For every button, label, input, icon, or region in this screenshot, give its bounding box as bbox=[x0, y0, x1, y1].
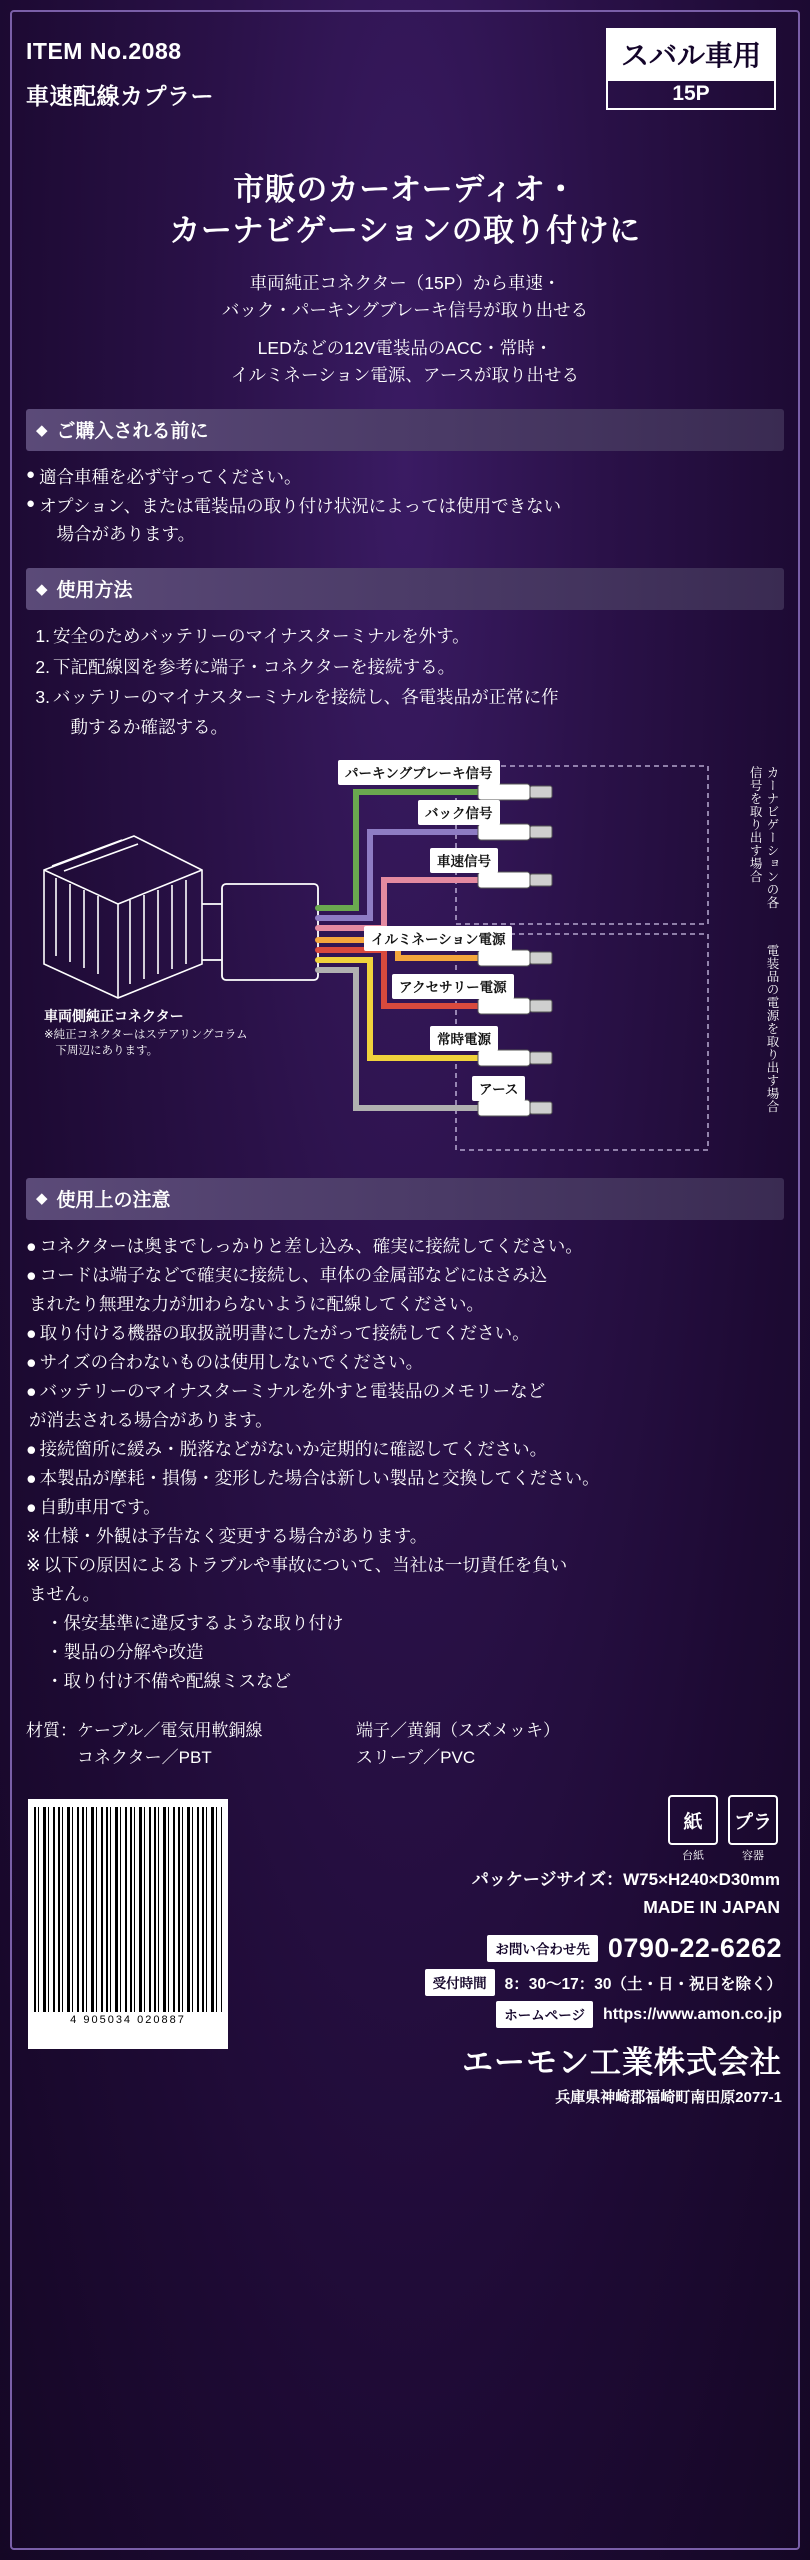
lead-1-line-1: 車両純正コネクター（15P）から車速・ bbox=[249, 272, 561, 293]
homepage-label: ホームページ bbox=[496, 2001, 593, 2028]
recycle-plastic-caption: 容器 bbox=[742, 1850, 764, 1863]
before-item-2: 場合があります。 bbox=[39, 524, 196, 544]
company-name: エーモン工業株式会社 bbox=[462, 2045, 782, 2081]
caution-mark-1: ● bbox=[26, 1264, 37, 1285]
caution-text-8: 本製品が摩耗・損傷・変形した場合は新しい製品と交換してください。 bbox=[39, 1467, 600, 1488]
caution-text-1: コードは端子などで確実に接続し、車体の金属部などにはさみ込 bbox=[39, 1264, 548, 1285]
diagram-label-speed-signal: 車速信号 bbox=[430, 848, 498, 873]
barcode-number: 4 905034 020887 bbox=[70, 2014, 186, 2027]
diagram-connector-caption: 車両側純正コネクター bbox=[44, 1007, 184, 1024]
step-number-1: 1. bbox=[35, 626, 50, 647]
contact-block bbox=[242, 1933, 782, 2033]
header bbox=[26, 0, 784, 148]
contact-phone: 0790-22-6262 bbox=[607, 1933, 782, 1964]
item-number: ITEM No.2088 bbox=[26, 38, 182, 64]
lead-2-line-1: LEDなどの12V電装品のACC・常時・ bbox=[257, 338, 553, 359]
caution-mark-8: ● bbox=[26, 1467, 37, 1488]
caution-mark-9: ● bbox=[26, 1496, 37, 1517]
hours-value: 8：30～17：30（土・日・祝日を除く） bbox=[504, 1975, 782, 1993]
caution-mark-10: ※ bbox=[26, 1525, 41, 1546]
diagram-label-accessory-power: アクセサリー電源 bbox=[392, 974, 514, 999]
caution-mark-3: ● bbox=[26, 1322, 37, 1343]
caution-mark-4: ● bbox=[26, 1351, 37, 1372]
company-address: 兵庫県神崎郡福崎町南田原2077-1 bbox=[555, 2089, 782, 2107]
vehicle-badge bbox=[606, 28, 776, 110]
diagram-vertical-note-bottom: 電装品の電源を取り出す場合 bbox=[765, 943, 779, 1113]
caution-mark-0: ● bbox=[26, 1235, 37, 1256]
section-header-howto bbox=[26, 568, 784, 610]
caution-text-3: 取り付ける機器の取扱説明書にしたがって接続してください。 bbox=[39, 1322, 530, 1343]
footer bbox=[26, 1793, 784, 2123]
diamond-icon: ◆ bbox=[36, 580, 48, 598]
step-number-2: 2. bbox=[35, 656, 50, 677]
caution-text-7: 接続箇所に緩み・脱落などがないか定期的に確認してください。 bbox=[39, 1438, 548, 1459]
bullet-icon: ● bbox=[26, 494, 36, 512]
caution-mark-7: ● bbox=[26, 1438, 37, 1459]
recycle-marks bbox=[668, 1795, 778, 1863]
step-number-3: 3. bbox=[35, 687, 50, 708]
recycle-mark-plastic bbox=[728, 1795, 778, 1863]
vehicle-badge-main: スバル車用 bbox=[606, 28, 776, 81]
recycle-paper-caption: 台紙 bbox=[682, 1850, 704, 1863]
howto-body bbox=[26, 622, 784, 741]
caution-text-6: が消去される場合があります。 bbox=[29, 1409, 273, 1430]
recycle-mark-paper bbox=[668, 1795, 718, 1863]
company-block bbox=[462, 2037, 782, 2107]
caution-text-0: コネクターは奥までしっかりと差し込み、確実に接続してください。 bbox=[39, 1235, 583, 1256]
before-purchase-body bbox=[26, 463, 784, 548]
before-item-0: 適合車種を必ず守ってください。 bbox=[39, 467, 302, 488]
homepage-url[interactable]: https://www.amon.co.jp bbox=[603, 2005, 782, 2023]
step-text-3-cont: 動するか確認する。 bbox=[53, 717, 228, 738]
diagram-vertical-note-top: カーナビゲーションの各信号を取り出す場合 bbox=[748, 765, 779, 909]
caution-sub-2: ・取り付け不備や配線ミスなど bbox=[46, 1670, 291, 1691]
diagram-label-constant-power: 常時電源 bbox=[430, 1026, 498, 1051]
barcode bbox=[28, 1799, 228, 2049]
caution-text-5: バッテリーのマイナスターミナルを外すと電装品のメモリーなど bbox=[39, 1380, 546, 1401]
caution-mark-11: ※ bbox=[26, 1554, 41, 1575]
caution-text-11: 以下の原因によるトラブルや事故について、当社は一切責任を負い bbox=[43, 1554, 568, 1575]
section-title-caution: 使用上の注意 bbox=[56, 1189, 171, 1211]
contact-label: お問い合わせ先 bbox=[487, 1935, 598, 1962]
caution-body bbox=[26, 1232, 784, 1695]
caution-text-12: ません。 bbox=[29, 1583, 101, 1604]
diagram-connector-note-2: 下周辺にあります。 bbox=[44, 1044, 159, 1057]
recycle-paper-icon: 紙 bbox=[668, 1795, 718, 1845]
material-line-2-right: スリーブ／PVC bbox=[356, 1747, 476, 1767]
made-in-japan: MADE IN JAPAN bbox=[643, 1897, 780, 1918]
caution-text-4: サイズの合わないものは使用しないでください。 bbox=[39, 1351, 424, 1372]
material-line-2-left: コネクター／PBT bbox=[26, 1747, 212, 1767]
before-item-1: オプション、または電装品の取り付け状況によっては使用できない bbox=[39, 495, 562, 516]
section-title-before-purchase: ご購入される前に bbox=[56, 421, 209, 443]
step-number-3-cont bbox=[26, 713, 50, 741]
step-text-3: バッテリーのマイナスターミナルを接続し、各電装品が正常に作 bbox=[53, 687, 559, 708]
wiring-diagram bbox=[26, 758, 784, 1158]
diamond-icon: ◆ bbox=[36, 1190, 48, 1208]
headline bbox=[26, 170, 784, 252]
bullet-icon: ● bbox=[26, 466, 36, 484]
section-header-caution bbox=[26, 1178, 784, 1220]
caution-text-9: 自動車用です。 bbox=[39, 1496, 161, 1517]
diagram-label-illumination-power: イルミネーション電源 bbox=[364, 926, 512, 951]
step-text-1: 安全のためバッテリーのマイナスターミナルを外す。 bbox=[53, 626, 470, 647]
caution-text-10: 仕様・外観は予告なく変更する場合があります。 bbox=[43, 1525, 428, 1546]
lead-text bbox=[26, 270, 784, 390]
vehicle-badge-sub: 15P bbox=[606, 81, 776, 110]
diagram-connector-note-1: ※純正コネクターはステアリングコラム bbox=[44, 1028, 248, 1041]
package-size: パッケージサイズ：W75×H240×D30mm bbox=[471, 1870, 780, 1890]
material-spec bbox=[26, 1717, 784, 1771]
hours-label: 受付時間 bbox=[425, 1969, 495, 1996]
diagram-label-ground: アース bbox=[472, 1076, 525, 1101]
headline-line-2: カーナビゲーションの取り付けに bbox=[169, 212, 641, 248]
material-line-1-left: 材質：ケーブル／電気用軟銅線 bbox=[26, 1720, 263, 1740]
item-name: 車速配線カプラー bbox=[26, 83, 214, 109]
caution-text-2: まれたり無理な力が加わらないように配線してください。 bbox=[29, 1293, 484, 1314]
recycle-plastic-icon: プラ bbox=[728, 1795, 778, 1845]
lead-2-line-2: イルミネーション電源、アースが取り出せる bbox=[231, 365, 579, 386]
barcode-bars bbox=[34, 1807, 222, 2012]
diagram-label-parking-brake: パーキングブレーキ信号 bbox=[338, 760, 500, 785]
lead-1-line-2: バック・パーキングブレーキ信号が取り出せる bbox=[221, 299, 589, 320]
section-header-before-purchase bbox=[26, 409, 784, 451]
material-line-1-right: 端子／黄銅（スズメッキ） bbox=[356, 1720, 560, 1740]
step-text-2: 下記配線図を参考に端子・コネクターを接続する。 bbox=[53, 656, 456, 677]
wiring-diagram-svg bbox=[26, 758, 784, 1158]
headline-line-1: 市販のカーオーディオ・ bbox=[233, 172, 577, 207]
caution-sub-1: ・製品の分解や改造 bbox=[46, 1641, 204, 1662]
section-title-howto: 使用方法 bbox=[56, 580, 133, 602]
diamond-icon: ◆ bbox=[36, 421, 48, 439]
caution-mark-5: ● bbox=[26, 1380, 37, 1401]
diagram-label-back-signal: バック信号 bbox=[418, 800, 500, 825]
caution-sub-0: ・保安基準に違反するような取り付け bbox=[46, 1612, 344, 1633]
